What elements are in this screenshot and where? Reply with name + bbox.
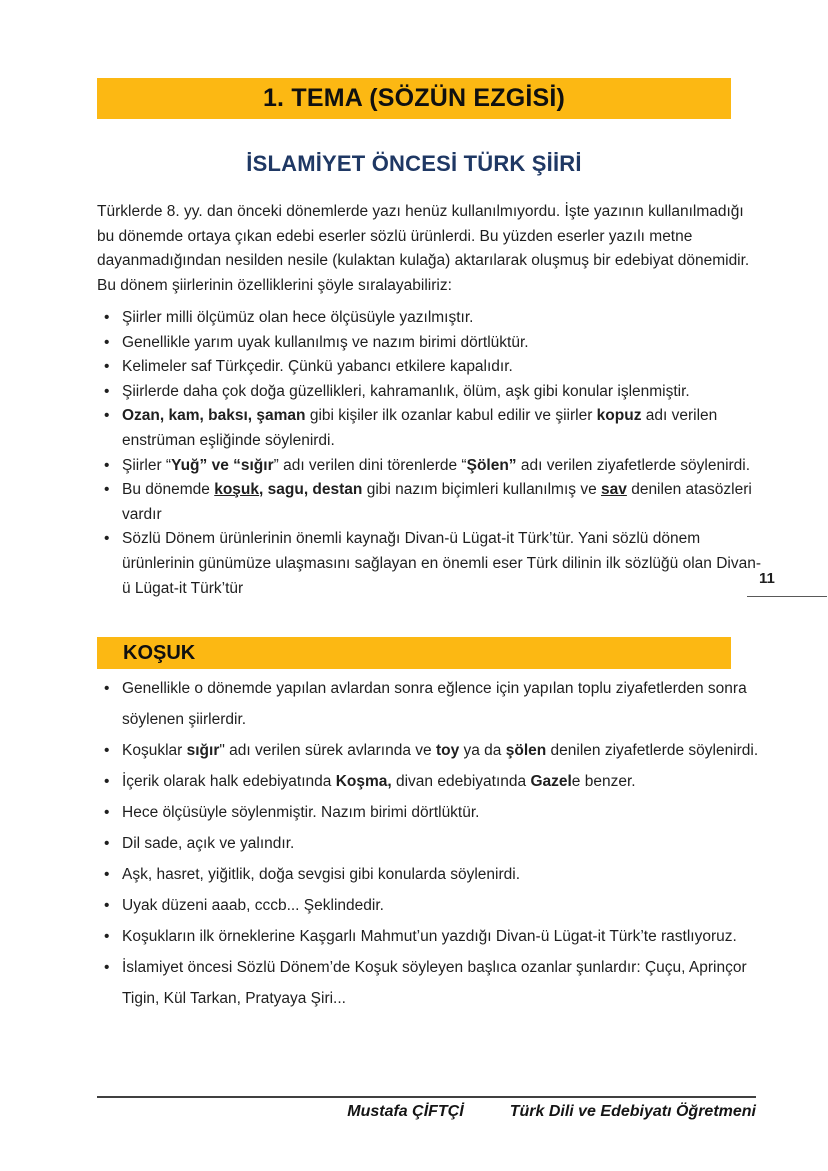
text-run: divan edebiyatında bbox=[391, 773, 531, 790]
text-run: Ozan, kam, baksı, şaman bbox=[122, 407, 306, 425]
text-run: e benzer. bbox=[571, 773, 636, 790]
list-item bbox=[97, 766, 765, 797]
features-list bbox=[97, 306, 763, 601]
list-item bbox=[97, 828, 765, 859]
text-run: toy bbox=[435, 742, 460, 759]
section-title: İSLAMİYET ÖNCESİ TÜRK ŞİİRİ bbox=[246, 151, 582, 176]
footer-role: Türk Dili ve Edebiyatı Öğretmeni bbox=[509, 1103, 756, 1120]
text-run: şölen bbox=[505, 742, 547, 759]
list-item bbox=[97, 952, 765, 1014]
footer bbox=[97, 1096, 756, 1121]
list-item bbox=[97, 527, 763, 601]
list-item bbox=[97, 478, 763, 527]
text-run: Dil sade, açık ve yalındır. bbox=[122, 835, 295, 852]
text-run: İçerik olarak halk edebiyatında bbox=[122, 773, 336, 790]
list-item bbox=[97, 797, 765, 828]
text-run: sav bbox=[601, 481, 627, 499]
list-item bbox=[97, 673, 765, 735]
list-item bbox=[97, 306, 763, 331]
text-run: denilen ziyafetlerde söylenirdi. bbox=[546, 742, 759, 759]
list-item bbox=[97, 355, 763, 380]
text-run: Koşuklar bbox=[122, 742, 187, 759]
text-run: kopuz bbox=[596, 407, 642, 425]
text-run: Genellikle yarım uyak kullanılmış ve nazım birimi dörtlüktür. bbox=[122, 333, 529, 351]
text-run: adı verilen enstrüman eşliğinde söylenirdi. bbox=[122, 407, 718, 449]
text-run: Şiirlerde daha çok doğa güzellikleri, kahramanlık, ölüm, aşk gibi konular işlenmiştir. bbox=[122, 382, 690, 400]
page-number: 11 bbox=[747, 570, 827, 597]
text-run: " adı verilen sürek avlarında ve bbox=[219, 742, 436, 759]
text-run: Gazel bbox=[530, 773, 572, 790]
intro-paragraph: Türklerde 8. yy. dan önceki dönemlerde yazı henüz kullanılmıyordu. İşte yazının kullanılmadığı bu dönemde ortaya çıkan edebi eserler sözlü ürünlerdi. Bu yüzden eserler yazılı metne dayanmadığından nesilden nesile (kulaktan kulağa) aktarılarak oluşmuş bir edebiyat dönemidir. Bu dönem şiirlerinin özelliklerini şöyle sıralayabiliriz: bbox=[97, 203, 750, 294]
text-run: , sagu, destan bbox=[259, 481, 363, 499]
text-run: Aşk, hasret, yiğitlik, doğa sevgisi gibi konularda söylenirdi. bbox=[122, 866, 521, 883]
list-item bbox=[97, 735, 765, 766]
text-run: Uyak düzeni aaab, cccb... Şeklindedir. bbox=[122, 897, 384, 914]
text-run: koşuk bbox=[214, 481, 260, 499]
text-run: Koşma, bbox=[335, 773, 392, 790]
text-run: sığır bbox=[186, 742, 220, 759]
text-run: gibi nazım biçimleri kullanılmış ve bbox=[362, 481, 602, 499]
text-run: ” adı verilen dini törenlerde “ bbox=[273, 456, 467, 474]
text-run: Şiirler milli ölçümüz olan hece ölçüsüyle yazılmıştır. bbox=[122, 309, 474, 326]
list-item bbox=[97, 859, 765, 890]
list-item bbox=[97, 921, 765, 952]
text-run: denilen atasözleri vardır bbox=[122, 481, 752, 523]
text-run: Genellikle o dönemde yapılan avlardan sonra eğlence için yapılan toplu ziyafetlerden sonra söylenen şiirlerdir. bbox=[122, 680, 747, 728]
text-run: Hece ölçüsüyle söylenmiştir. Nazım birimi dörtlüktür. bbox=[122, 804, 480, 821]
text-run: Kelimeler saf Türkçedir. Çünkü yabancı etkilere kapalıdır. bbox=[122, 358, 513, 376]
text-run: Bu dönemde bbox=[122, 481, 215, 499]
text-run: Şiirler “ bbox=[122, 456, 172, 474]
text-run: Koşukların ilk örneklerine Kaşgarlı Mahmut’un yazdığı Divan-ü Lügat-it Türk’te rastlıyoruz. bbox=[122, 928, 737, 945]
text-run: adı verilen ziyafetlerde söylenirdi. bbox=[516, 456, 751, 474]
text-run: İslamiyet öncesi Sözlü Dönem’de Koşuk söyleyen başlıca ozanlar şunlardır: Çuçu, Aprinçor Tigin, Kül Tarkan, Pratyaya Şiri... bbox=[122, 959, 747, 1007]
text-run: Yuğ” ve “sığır bbox=[171, 456, 274, 474]
list-item bbox=[97, 454, 763, 479]
footer-author: Mustafa ÇİFTÇİ bbox=[347, 1103, 464, 1120]
text-run: gibi kişiler ilk ozanlar kabul edilir ve şiirler bbox=[305, 407, 597, 425]
list-item bbox=[97, 404, 763, 453]
text-run: Şölen” bbox=[466, 456, 517, 474]
list-item bbox=[97, 890, 765, 921]
text-run: Sözlü Dönem ürünlerinin önemli kaynağı Divan-ü Lügat-it Türk’tür. Yani sözlü dönem ürünlerinin günümüze ulaşmasını sağlayan en önemli eser Türk dilinin ilk sözlüğü olan Divan-ü Lügat-it Türk’tür bbox=[122, 530, 761, 597]
list-item bbox=[97, 380, 763, 405]
text-run: ya da bbox=[459, 742, 506, 759]
theme-banner: 1. TEMA (SÖZÜN EZGİSİ) bbox=[97, 78, 731, 119]
list-item bbox=[97, 331, 763, 356]
kosuk-banner: KOŞUK bbox=[97, 637, 731, 669]
kosuk-list bbox=[97, 673, 765, 1014]
